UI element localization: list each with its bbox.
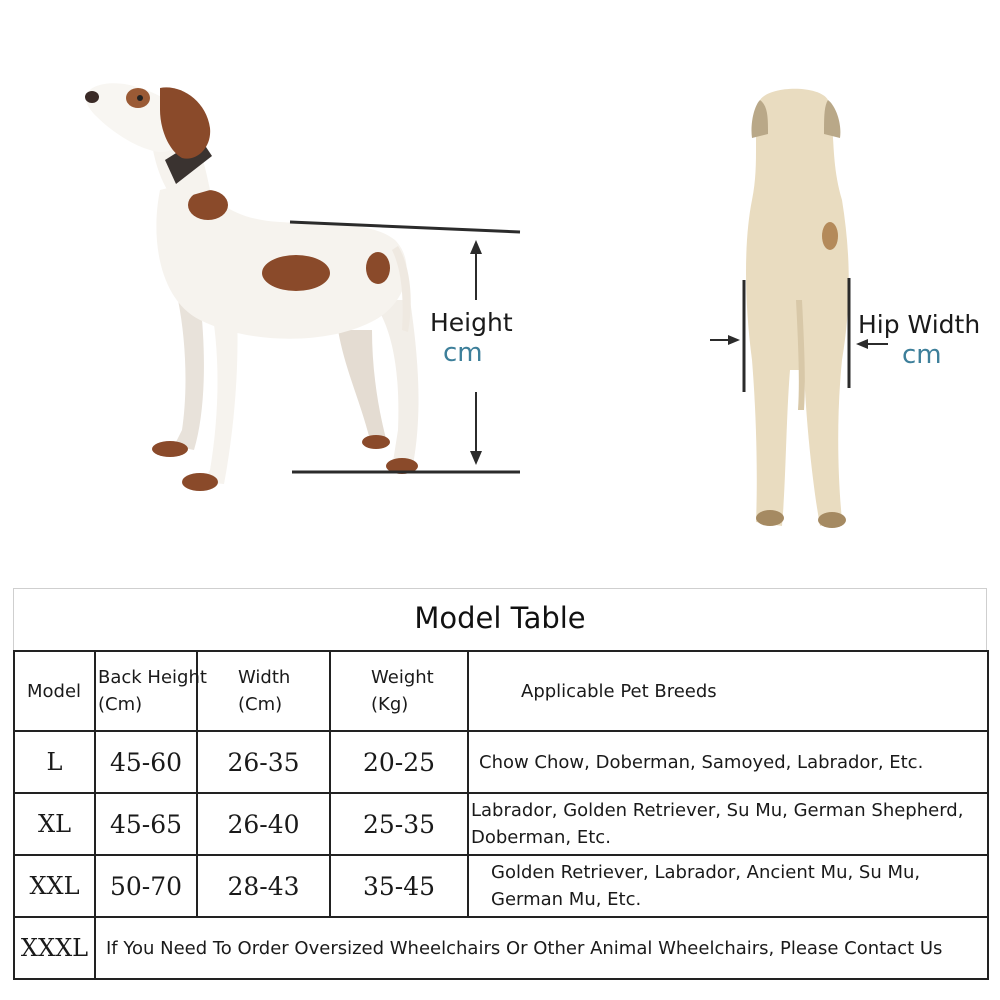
cell-breeds-line1: Chow Chow, Doberman, Samoyed, Labrador, Etc.	[479, 751, 924, 773]
cell-width: 28-43	[197, 855, 330, 917]
cell-back-height: 50-70	[95, 855, 197, 917]
size-table	[13, 650, 989, 980]
cell-breeds-line2: German Mu, Etc.	[491, 889, 642, 910]
cell-model: XL	[14, 793, 95, 855]
header-back-height	[95, 651, 207, 731]
header-weight-label: Weight	[371, 667, 434, 688]
dog-rear-view	[746, 89, 849, 528]
table-row	[14, 731, 988, 793]
cell-model: XXXL	[14, 917, 95, 979]
header-breeds: Applicable Pet Breeds	[468, 651, 988, 731]
header-width-unit: (Cm)	[238, 694, 283, 715]
cell-breeds-line2: Doberman, Etc.	[471, 827, 611, 848]
cell-back-height: 45-60	[95, 731, 197, 793]
header-weight	[330, 651, 468, 731]
cell-breeds-line1: Golden Retriever, Labrador, Ancient Mu, Su Mu,	[491, 862, 921, 883]
height-unit-label: cm	[443, 338, 483, 368]
table-row	[14, 793, 988, 855]
cell-breeds	[468, 731, 988, 793]
cell-breeds	[468, 793, 988, 855]
height-label: Height	[430, 308, 513, 337]
dog-side-view	[85, 83, 419, 491]
header-width	[197, 651, 330, 731]
cell-back-height: 45-65	[95, 793, 197, 855]
header-model: Model	[14, 651, 95, 731]
header-weight-unit: (Kg)	[371, 694, 409, 715]
cell-weight: 35-45	[330, 855, 468, 917]
cell-weight: 25-35	[330, 793, 468, 855]
cell-weight: 20-25	[330, 731, 468, 793]
hip-width-label: Hip Width	[858, 310, 981, 339]
table-header-row	[14, 651, 988, 731]
table-title: Model Table	[414, 601, 586, 635]
table-row	[14, 855, 988, 917]
cell-width: 26-40	[197, 793, 330, 855]
header-width-label: Width	[238, 667, 291, 688]
cell-model: L	[14, 731, 95, 793]
table-row-oversize	[14, 917, 988, 979]
cell-model: XXL	[14, 855, 95, 917]
hip-width-unit-label: cm	[902, 340, 942, 370]
cell-width: 26-35	[197, 731, 330, 793]
header-back-height-unit: (Cm)	[98, 694, 143, 715]
header-back-height-label: Back Height	[98, 667, 207, 688]
cell-breeds	[468, 855, 988, 917]
oversize-contact-note: If You Need To Order Oversized Wheelchairs Or Other Animal Wheelchairs, Please Contact Us	[95, 917, 988, 979]
cell-breeds-line1: Labrador, Golden Retriever, Su Mu, German Shepherd,	[471, 800, 964, 821]
